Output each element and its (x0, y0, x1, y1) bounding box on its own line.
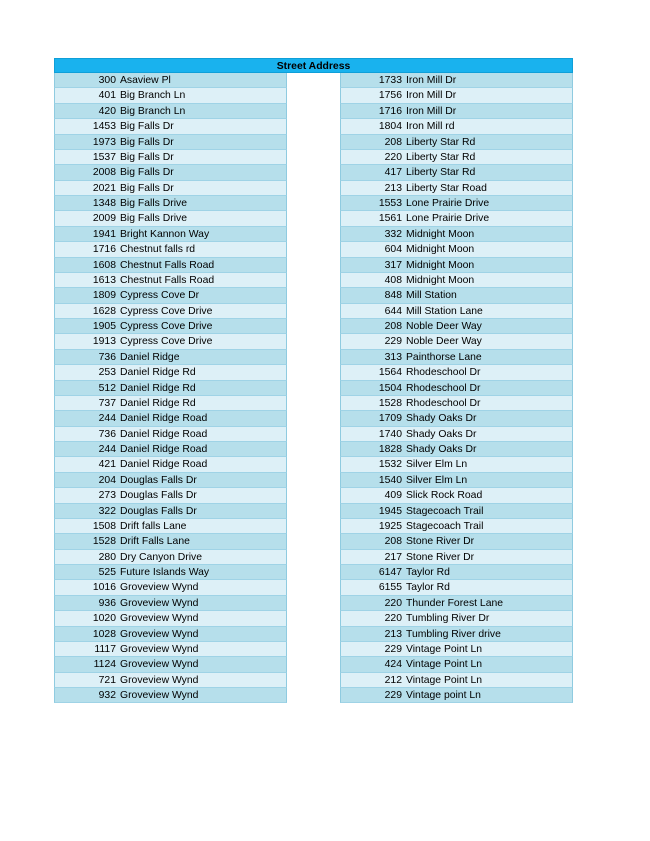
address-row (340, 580, 573, 595)
house-number: 332 (384, 228, 402, 240)
street-name: Groveview Wynd (120, 613, 199, 625)
street-name: Silver Elm Ln (406, 459, 468, 471)
street-name: Daniel Ridge (120, 351, 180, 363)
house-number: 848 (384, 290, 402, 302)
address-row (54, 504, 287, 519)
address-row (340, 119, 573, 134)
house-number: 6147 (378, 567, 402, 578)
street-name: Mill Station (406, 290, 457, 302)
address-row (54, 519, 287, 534)
address-row (54, 211, 287, 226)
house-number: 322 (98, 505, 116, 517)
address-row (340, 381, 573, 396)
house-number: 1716 (92, 244, 116, 256)
house-number: 208 (384, 136, 402, 148)
street-name: Midnight Moon (406, 259, 475, 271)
house-number: 212 (384, 674, 402, 686)
house-number: 204 (98, 474, 116, 486)
house-number: 1740 (378, 428, 402, 440)
address-row (54, 304, 287, 319)
house-number: 1828 (378, 444, 402, 455)
street-name: Cypress Cove Drive (120, 336, 213, 348)
address-row (340, 350, 573, 365)
address-row (340, 550, 573, 565)
street-name: Rhodeschool Dr (406, 397, 481, 409)
address-row (54, 411, 287, 426)
street-name: Iron Mill rd (406, 121, 455, 133)
address-row (340, 596, 573, 611)
address-row (54, 657, 287, 672)
address-row (54, 365, 287, 380)
street-name: Drift Falls Lane (120, 536, 190, 548)
street-name: Thunder Forest Lane (406, 597, 504, 609)
address-row (340, 427, 573, 442)
house-number: 401 (98, 90, 116, 102)
street-name: Daniel Ridge Rd (120, 367, 196, 379)
address-row (340, 473, 573, 488)
street-name: Iron Mill Dr (406, 75, 457, 86)
house-number: 1504 (378, 382, 402, 394)
address-row (340, 396, 573, 411)
house-number: 1809 (92, 290, 116, 302)
street-name: Big Falls Dr (120, 136, 174, 148)
house-number: 1508 (92, 520, 116, 532)
address-row (340, 457, 573, 472)
street-name: Douglas Falls Dr (120, 505, 197, 517)
address-row (340, 258, 573, 273)
street-name: Dry Canyon Drive (120, 551, 202, 563)
house-number: 1564 (378, 367, 402, 379)
street-name: Shady Oaks Dr (406, 413, 477, 425)
street-name: Noble Deer Way (406, 321, 482, 332)
street-name: Vintage Point Ln (406, 674, 483, 686)
house-number: 1804 (378, 121, 402, 133)
house-number: 1020 (92, 613, 116, 625)
house-number: 208 (384, 536, 402, 548)
address-row (340, 504, 573, 519)
address-row (340, 304, 573, 319)
street-name: Daniel Ridge Rd (120, 397, 196, 409)
street-name: Rhodeschool Dr (406, 367, 481, 379)
address-row (340, 688, 573, 703)
street-name: Lone Prairie Drive (406, 198, 490, 209)
house-number: 253 (98, 367, 116, 379)
street-name: Future Islands Way (120, 567, 210, 578)
address-row (340, 334, 573, 349)
house-number: 6155 (378, 582, 402, 594)
house-number: 421 (98, 459, 116, 471)
house-number: 208 (384, 321, 402, 332)
house-number: 1528 (92, 536, 116, 548)
street-name: Groveview Wynd (120, 597, 199, 609)
street-name: Tumbling River drive (406, 628, 501, 640)
right-address-column (340, 73, 573, 703)
house-number: 737 (98, 397, 116, 409)
address-row (54, 688, 287, 703)
address-row (54, 627, 287, 642)
house-number: 1716 (378, 105, 402, 117)
house-number: 220 (384, 151, 402, 163)
house-number: 1537 (92, 151, 116, 163)
address-row (340, 104, 573, 119)
address-row (54, 396, 287, 411)
street-name: Big Falls Dr (120, 167, 174, 179)
house-number: 244 (98, 444, 116, 455)
address-row (54, 442, 287, 457)
address-row (54, 73, 287, 88)
house-number: 936 (98, 597, 116, 609)
address-row (54, 288, 287, 303)
house-number: 1756 (378, 90, 402, 102)
house-number: 229 (384, 643, 402, 655)
address-sheet (54, 58, 573, 703)
street-name: Douglas Falls Dr (120, 474, 197, 486)
street-name: Mill Station Lane (406, 305, 483, 317)
address-row (54, 104, 287, 119)
address-row (340, 227, 573, 242)
house-number: 280 (98, 551, 116, 563)
house-number: 217 (384, 551, 402, 563)
house-number: 409 (384, 490, 402, 502)
street-name: Liberty Star Rd (406, 136, 476, 148)
house-number: 420 (98, 105, 116, 117)
street-name: Taylor Rd (406, 567, 450, 578)
street-name: Big Branch Ln (120, 90, 186, 102)
house-number: 213 (384, 182, 402, 194)
street-name: Chestnut falls rd (120, 244, 196, 256)
house-number: 1628 (92, 305, 116, 317)
address-row (340, 627, 573, 642)
street-name: Daniel Ridge Rd (120, 382, 196, 394)
address-row (340, 657, 573, 672)
house-number: 1913 (92, 336, 116, 348)
address-row (54, 673, 287, 688)
column-header: Street Address (54, 58, 573, 73)
address-row (340, 642, 573, 657)
address-row (340, 88, 573, 103)
address-row (54, 473, 287, 488)
street-name: Groveview Wynd (120, 659, 199, 671)
street-name: Big Branch Ln (120, 105, 186, 117)
house-number: 1540 (378, 474, 402, 486)
street-name: Tumbling River Dr (406, 613, 490, 625)
house-number: 220 (384, 613, 402, 625)
street-name: Groveview Wynd (120, 628, 199, 640)
street-name: Drift falls Lane (120, 520, 187, 532)
address-row (340, 165, 573, 180)
street-name: Big Falls Drive (120, 198, 187, 209)
address-row (54, 196, 287, 211)
house-number: 213 (384, 628, 402, 640)
street-name: Stagecoach Trail (406, 520, 484, 532)
address-row (340, 673, 573, 688)
street-name: Slick Rock Road (406, 490, 483, 502)
street-name: Midnight Moon (406, 244, 475, 256)
address-row (54, 488, 287, 503)
street-name: Vintage point Ln (406, 690, 481, 701)
house-number: 512 (98, 382, 116, 394)
house-number: 1613 (92, 274, 116, 286)
address-row (340, 135, 573, 150)
address-row (54, 319, 287, 334)
house-number: 932 (98, 690, 116, 701)
house-number: 417 (384, 167, 402, 179)
address-row (54, 580, 287, 595)
street-name: Silver Elm Ln (406, 474, 468, 486)
house-number: 229 (384, 690, 402, 701)
address-row (340, 519, 573, 534)
house-number: 2008 (92, 167, 116, 179)
address-row (340, 273, 573, 288)
street-name: Rhodeschool Dr (406, 382, 481, 394)
address-row (340, 242, 573, 257)
street-name: Chestnut Falls Road (120, 274, 215, 286)
address-row (54, 611, 287, 626)
house-number: 1117 (94, 643, 116, 655)
address-row (54, 457, 287, 472)
house-number: 220 (384, 597, 402, 609)
street-name: Stone River Dr (406, 536, 475, 548)
street-name: Daniel Ridge Road (120, 413, 208, 425)
address-row (340, 319, 573, 334)
street-name: Lone Prairie Drive (406, 213, 490, 225)
street-name: Asaview Pl (120, 75, 171, 86)
house-number: 1561 (378, 213, 402, 225)
house-number: 644 (384, 305, 402, 317)
address-row (340, 534, 573, 549)
street-name: Big Falls Drive (120, 213, 187, 225)
street-name: Chestnut Falls Road (120, 259, 215, 271)
address-row (54, 381, 287, 396)
street-name: Big Falls Dr (120, 151, 174, 163)
address-row (340, 211, 573, 226)
house-number: 2009 (92, 213, 116, 225)
address-row (54, 150, 287, 165)
house-number: 313 (384, 351, 402, 363)
street-name: Iron Mill Dr (406, 90, 457, 102)
house-number: 229 (384, 336, 402, 348)
street-name: Stone River Dr (406, 551, 475, 563)
street-name: Big Falls Dr (120, 182, 174, 194)
street-name: Noble Deer Way (406, 336, 482, 348)
address-row (54, 350, 287, 365)
address-row (340, 196, 573, 211)
address-row (54, 258, 287, 273)
street-name: Daniel Ridge Road (120, 444, 208, 455)
street-name: Douglas Falls Dr (120, 490, 197, 502)
address-row (54, 565, 287, 580)
street-name: Groveview Wynd (120, 582, 199, 594)
address-row (54, 334, 287, 349)
house-number: 1733 (378, 75, 402, 86)
street-name: Midnight Moon (406, 228, 475, 240)
address-row (54, 273, 287, 288)
house-number: 1453 (92, 121, 116, 133)
house-number: 2021 (92, 182, 116, 194)
address-row (340, 565, 573, 580)
street-name: Daniel Ridge Road (120, 459, 208, 471)
address-row (54, 596, 287, 611)
house-number: 424 (384, 659, 402, 671)
street-name: Painthorse Lane (406, 351, 482, 363)
house-number: 408 (384, 274, 402, 286)
address-row (54, 427, 287, 442)
house-number: 244 (98, 413, 116, 425)
street-name: Liberty Star Rd (406, 151, 476, 163)
house-number: 1016 (92, 582, 116, 594)
street-name: Iron Mill Dr (406, 105, 457, 117)
house-number: 1905 (92, 321, 116, 332)
address-row (54, 119, 287, 134)
address-row (340, 442, 573, 457)
house-number: 300 (98, 75, 116, 86)
street-name: Vintage Point Ln (406, 643, 483, 655)
house-number: 1532 (378, 459, 402, 471)
address-row (54, 227, 287, 242)
street-name: Shady Oaks Dr (406, 444, 477, 455)
house-number: 1124 (93, 659, 116, 671)
address-row (340, 288, 573, 303)
house-number: 736 (98, 428, 116, 440)
address-row (54, 550, 287, 565)
street-name: Groveview Wynd (120, 690, 199, 701)
street-name: Liberty Star Rd (406, 167, 476, 179)
house-number: 736 (98, 351, 116, 363)
address-row (54, 242, 287, 257)
street-name: Liberty Star Road (406, 182, 487, 194)
street-name: Cypress Cove Drive (120, 305, 213, 317)
house-number: 525 (98, 567, 116, 578)
house-number: 1608 (92, 259, 116, 271)
address-row (54, 642, 287, 657)
street-name: Taylor Rd (406, 582, 450, 594)
address-row (54, 135, 287, 150)
street-name: Groveview Wynd (120, 643, 199, 655)
house-number: 721 (98, 674, 116, 686)
street-name: Daniel Ridge Road (120, 428, 208, 440)
house-number: 1709 (378, 413, 402, 425)
street-name: Shady Oaks Dr (406, 428, 477, 440)
house-number: 1553 (378, 198, 402, 209)
address-row (54, 534, 287, 549)
house-number: 1925 (378, 520, 402, 532)
address-row (54, 181, 287, 196)
street-name: Cypress Cove Drive (120, 321, 213, 332)
address-row (340, 73, 573, 88)
address-row (340, 181, 573, 196)
house-number: 1941 (92, 228, 116, 240)
address-row (54, 165, 287, 180)
street-name: Cypress Cove Dr (120, 290, 200, 302)
address-row (340, 150, 573, 165)
house-number: 1945 (378, 505, 402, 517)
address-row (340, 411, 573, 426)
house-number: 1973 (92, 136, 116, 148)
address-row (340, 611, 573, 626)
address-row (340, 488, 573, 503)
street-name: Midnight Moon (406, 274, 475, 286)
left-address-column (54, 73, 287, 703)
house-number: 1528 (378, 397, 402, 409)
street-name: Groveview Wynd (120, 674, 199, 686)
street-name: Vintage Point Ln (406, 659, 483, 671)
house-number: 1348 (92, 198, 116, 209)
address-row (54, 88, 287, 103)
street-name: Stagecoach Trail (406, 505, 484, 517)
street-name: Bright Kannon Way (120, 228, 210, 240)
house-number: 273 (98, 490, 116, 502)
house-number: 1028 (92, 628, 116, 640)
street-name: Big Falls Dr (120, 121, 174, 133)
house-number: 317 (384, 259, 402, 271)
address-row (340, 365, 573, 380)
house-number: 604 (384, 244, 402, 256)
